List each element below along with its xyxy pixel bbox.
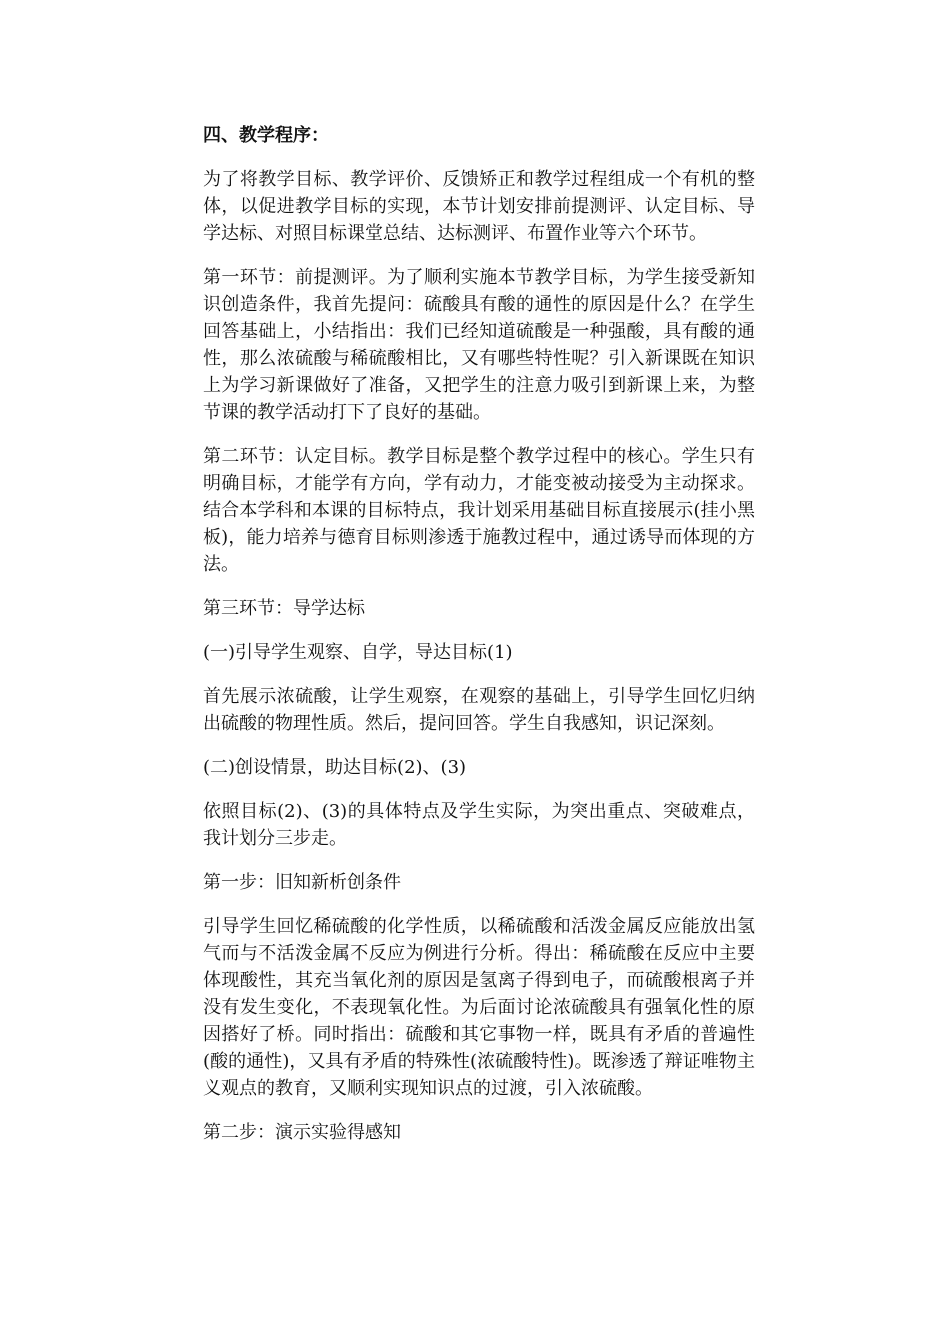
paragraph-subsection-1: (一)引导学生观察、自学，导达目标(1) [203,642,513,663]
paragraph-plan: 依照目标(2)、(3)的具体特点及学生实际，为突出重点、突破难点，我计划分三步走。 [203,801,755,849]
paragraph-observe: 首先展示浓硫酸，让学生观察，在观察的基础上，引导学生回忆归纳出硫酸的物理性质。然后，提问回答。学生自我感知，识记深刻。 [203,686,755,734]
paragraph-step3-title: 第三环节：导学达标 [203,598,365,619]
paragraph-intro: 为了将教学目标、教学评价、反馈矫正和教学过程组成一个有机的整体，以促进教学目标的实现，本节计划安排前提测评、认定目标、导学达标、对照目标课堂总结、达标测评、布置作业等六个环节。 [203,169,755,244]
paragraph-dilute-acid: 引导学生回忆稀硫酸的化学性质，以稀硫酸和活泼金属反应能放出氢气而与不活泼金属不反应为例进行分析。得出：稀硫酸在反应中主要体现酸性，其充当氧化剂的原因是氢离子得到电子，而硫酸根离子并没有发生变化，不表现氧化性。为后面讨论浓硫酸具有强氧化性的原因搭好了桥。同时指出：硫酸和其它事物一样，既具有矛盾的普遍性(酸的通性)，又具有矛盾的特殊性(浓硫酸特性)。既渗透了辩证唯物主义观点的教育，又顺利实现知识点的过渡，引入浓硫酸。 [203,916,755,1099]
paragraph-first-step: 第一步：旧知新析创条件 [203,872,401,893]
paragraph-second-step: 第二步：演示实验得感知 [203,1122,401,1143]
section-heading: 四、教学程序： [203,125,329,146]
paragraph-step1-pretest: 第一环节：前提测评。为了顺利实施本节教学目标，为学生接受新知识创造条件，我首先提问：硫酸具有酸的通性的原因是什么？在学生回答基础上，小结指出：我们已经知道硫酸是一种强酸，具有酸的通性，那么浓硫酸与稀硫酸相比，又有哪些特性呢？引入新课既在知识上为学习新课做好了准备，又把学生的注意力吸引到新课上来，为整节课的教学活动打下了良好的基础。 [203,267,755,423]
paragraph-step2-goals: 第二环节：认定目标。教学目标是整个教学过程中的核心。学生只有明确目标，才能学有方向，学有动力，才能变被动接受为主动探求。结合本学科和本课的目标特点，我计划采用基础目标直接展示(挂小黑板)，能力培养与德育目标则渗透于施教过程中，通过诱导而体现的方法。 [203,446,755,575]
paragraph-subsection-2: (二)创设情景，助达目标(2)、(3) [203,757,467,778]
document-page [203,122,755,1163]
